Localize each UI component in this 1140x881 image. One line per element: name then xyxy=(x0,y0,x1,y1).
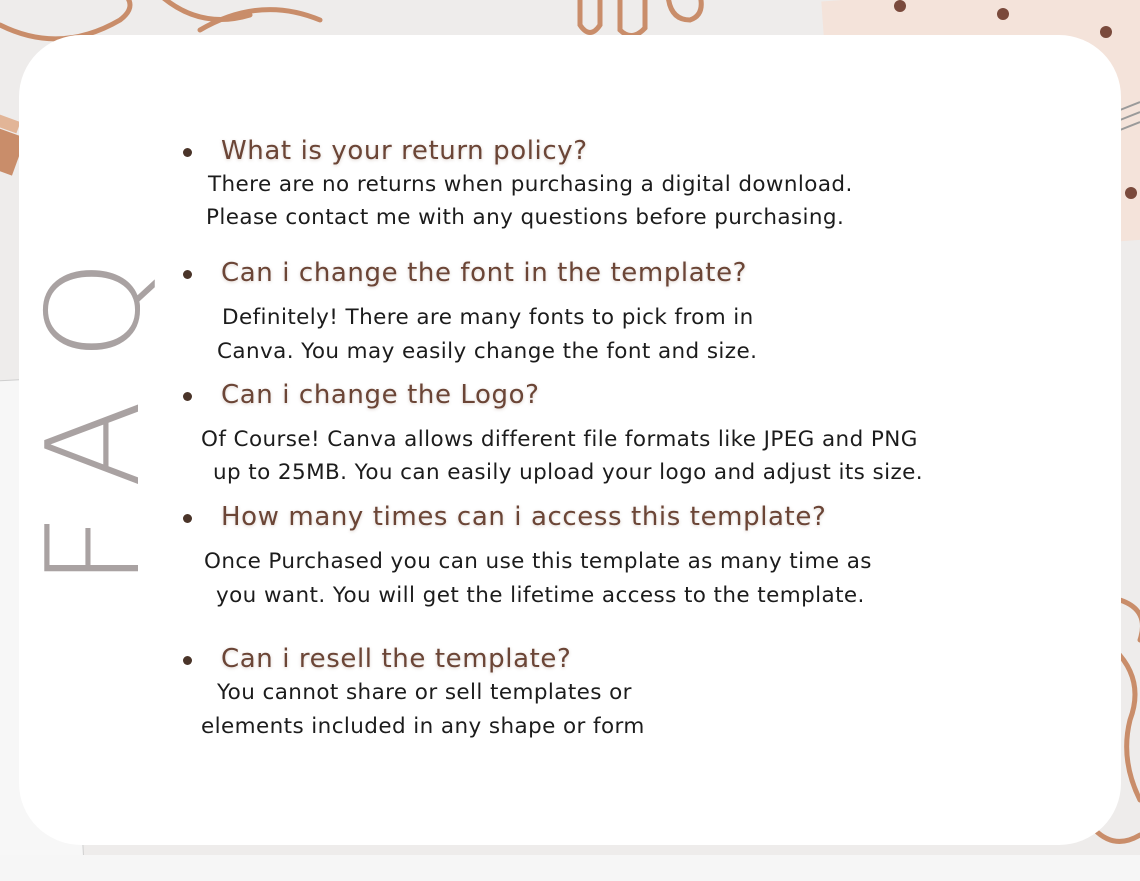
faq-question: Can i resell the template? xyxy=(221,644,572,674)
faq-answer-line: There are no returns when purchasing a digital download. xyxy=(208,172,853,197)
faq-answer-line: Once Purchased you can use this template as many time as xyxy=(204,549,872,574)
faq-answer-line: You cannot share or sell templates or xyxy=(217,680,632,705)
faq-question: What is your return policy? xyxy=(221,136,588,166)
bullet-icon xyxy=(183,148,192,157)
faq-answer-line: Definitely! There are many fonts to pick from in xyxy=(222,305,754,330)
faq-question: Can i change the font in the template? xyxy=(221,258,748,288)
faq-answer-line: elements included in any shape or form xyxy=(201,714,645,739)
bullet-icon xyxy=(183,392,192,401)
faq-answer-line: up to 25MB. You can easily upload your logo and adjust its size. xyxy=(213,460,924,485)
faq-question: How many times can i access this template? xyxy=(221,502,827,532)
faq-answer-line: you want. You will get the lifetime access to the template. xyxy=(216,583,865,608)
faq-answer-line: Of Course! Canva allows different file formats like JPEG and PNG xyxy=(201,427,918,452)
bullet-icon xyxy=(183,514,192,523)
bullet-icon xyxy=(183,270,192,279)
faq-letter-f: F xyxy=(20,513,169,587)
bottom-strip xyxy=(0,855,1140,881)
faq-answer-line: Canva. You may easily change the font and size. xyxy=(217,339,758,364)
faq-question: Can i change the Logo? xyxy=(221,380,540,410)
faq-letter-q: Q xyxy=(20,259,169,361)
faq-answer-line: Please contact me with any questions before purchasing. xyxy=(206,205,845,230)
bullet-icon xyxy=(183,656,192,665)
faq-letter-a: A xyxy=(20,400,169,488)
